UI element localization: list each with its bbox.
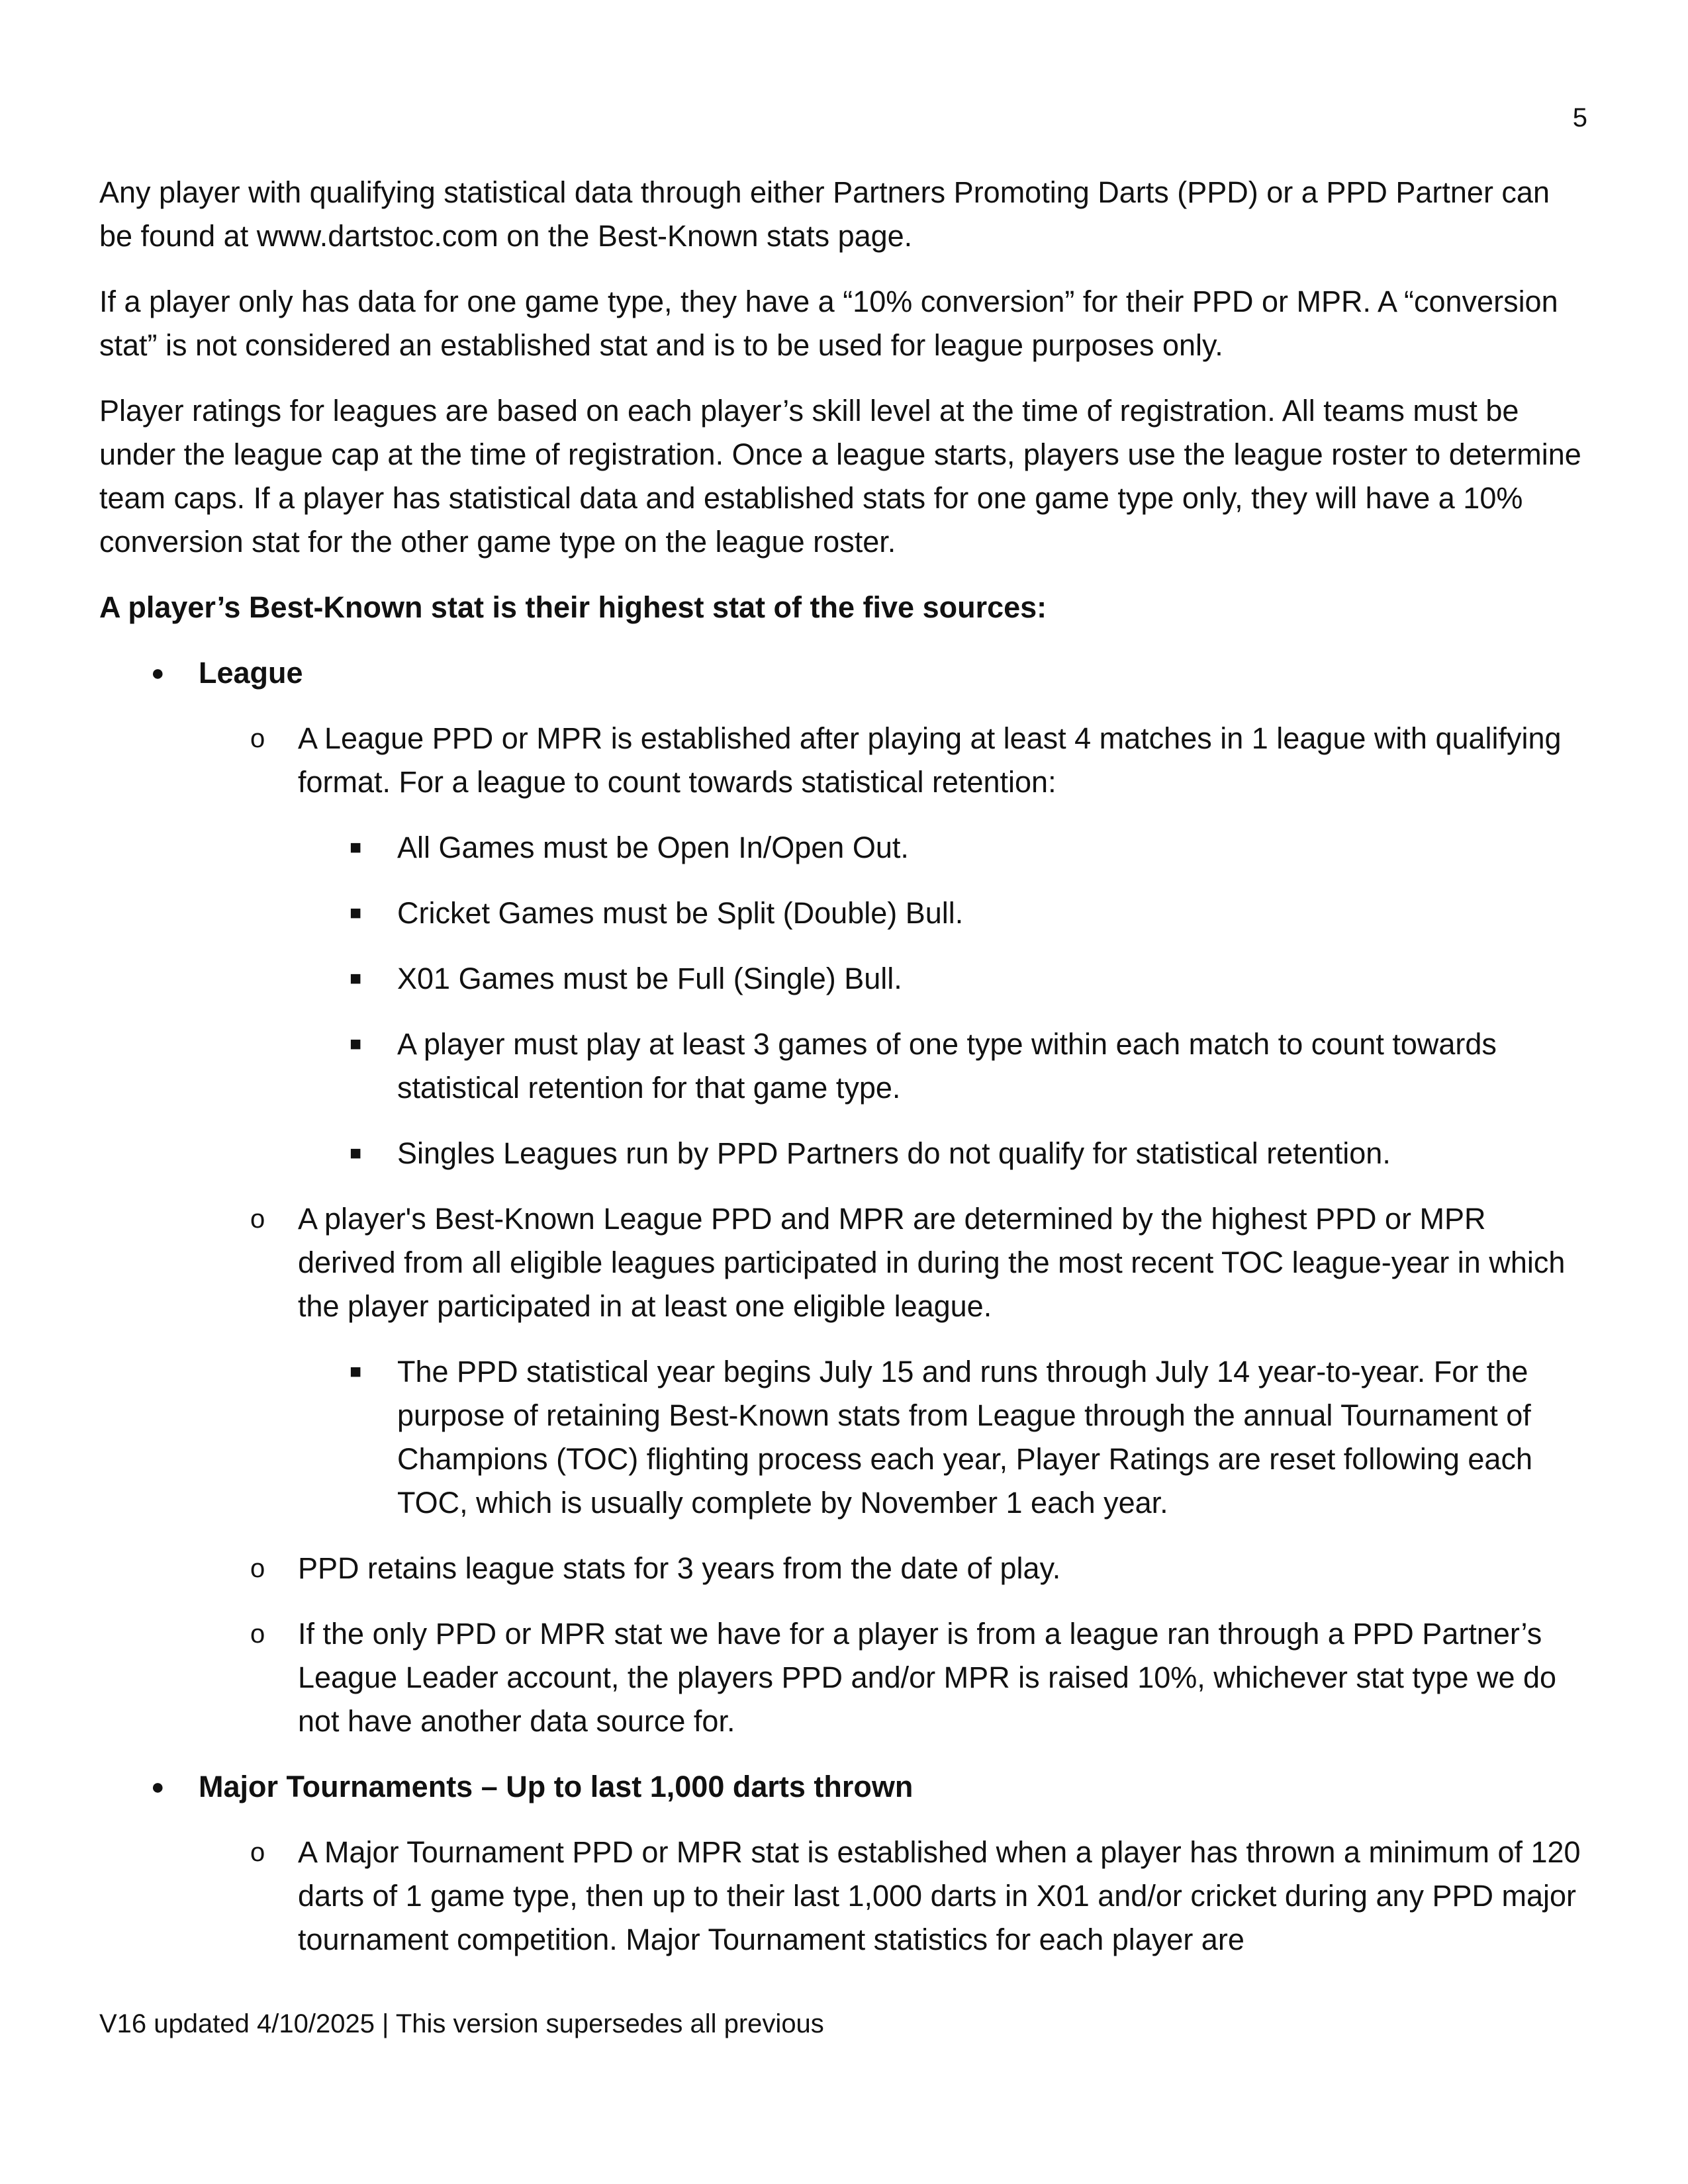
square-bullet-icon: ■: [350, 837, 362, 858]
intro-paragraph: If a player only has data for one game type, they have a “10% conversion” for their PPD or MPR. A “conversion stat” is not considered an established stat and is to be used for league purposes only.: [99, 285, 1558, 362]
source-item-major-tournaments: [99, 1765, 1589, 1962]
square-bullet-icon: ■: [350, 1361, 362, 1383]
list-item: [199, 1831, 1589, 1962]
list-item: [298, 1023, 1589, 1110]
source-label: League: [199, 656, 303, 690]
circle-bullet-icon: o: [250, 724, 265, 753]
list-item: [298, 826, 1589, 870]
list-item: [199, 1612, 1589, 1743]
circle-bullet-icon: o: [250, 1205, 265, 1234]
page-number: 5: [1572, 103, 1587, 132]
intro-paragraph: Any player with qualifying statistical data through either Partners Promoting Darts (PPD) or a PPD Partner can be found at www.dartstoc.com on the Best-Known stats page.: [99, 175, 1550, 253]
list-item: [199, 717, 1589, 1175]
list-item: [298, 1350, 1589, 1525]
list-item-text: A League PPD or MPR is established after playing at least 4 matches in 1 league with qualifying format. For a league to count towards statistical retention:: [298, 721, 1562, 799]
bullet-icon: ●: [151, 660, 165, 686]
list-item-text: The PPD statistical year begins July 15 and runs through July 14 year-to-year. For the purpose of retaining Best-Known stats from League through the annual Tournament of Champions (TOC) flighting process each year, Player Ratings are reset following each TOC, which is usually complete by November 1 each year.: [397, 1355, 1532, 1520]
source-item-league: [99, 651, 1589, 1743]
square-bullet-icon: ■: [350, 1033, 362, 1055]
list-item-text: All Games must be Open In/Open Out.: [397, 831, 909, 864]
list-item: [298, 1132, 1589, 1175]
list-item: [298, 957, 1589, 1001]
document-body: [99, 171, 1589, 1983]
list-item-text: Singles Leagues run by PPD Partners do not qualify for statistical retention.: [397, 1136, 1391, 1170]
statistical-year-list: [298, 1350, 1589, 1525]
page-footer: V16 updated 4/10/2025 | This version supersedes all previous: [99, 2009, 824, 2038]
list-item-text: If the only PPD or MPR stat we have for a player is from a league ran through a PPD Partner’s League Leader account, the players PPD and/or MPR is raised 10%, whichever stat type we do not have another data source for.: [298, 1617, 1557, 1738]
sources-list: [99, 651, 1589, 1962]
list-item-text: A Major Tournament PPD or MPR stat is established when a player has thrown a minimum of 120 darts of 1 game type, then up to their last 1,000 darts in X01 and/or cricket during any PPD major tournament competition. Major Tournament statistics for each player are: [298, 1835, 1581, 1956]
circle-bullet-icon: o: [250, 1838, 265, 1867]
square-bullet-icon: ■: [350, 902, 362, 924]
bullet-icon: ●: [151, 1774, 165, 1799]
league-rules-list: [199, 717, 1589, 1743]
list-item-text: X01 Games must be Full (Single) Bull.: [397, 962, 902, 995]
sources-heading: A player’s Best-Known stat is their highest stat of the five sources:: [99, 590, 1047, 624]
list-item: [199, 1547, 1589, 1590]
list-item: [298, 891, 1589, 935]
list-item: [199, 1197, 1589, 1525]
intro-paragraph: Player ratings for leagues are based on each player’s skill level at the time of registration. All teams must be under the league cap at the time of registration. Once a league starts, players use the league roster to determine team caps. If a player has statistical data and established stats for one game type only, they will have a 10% conversion stat for the other game type on the league roster.: [99, 394, 1581, 559]
list-item-text: PPD retains league stats for 3 years from the date of play.: [298, 1551, 1061, 1585]
square-bullet-icon: ■: [350, 1142, 362, 1164]
circle-bullet-icon: o: [250, 1554, 265, 1583]
square-bullet-icon: ■: [350, 968, 362, 989]
list-item-text: Cricket Games must be Split (Double) Bull.: [397, 896, 964, 930]
major-tournament-rules-list: [199, 1831, 1589, 1962]
list-item-text: A player's Best-Known League PPD and MPR are determined by the highest PPD or MPR derived from all eligible leagues participated in during the most recent TOC league-year in which the player participated in at least one eligible league.: [298, 1202, 1566, 1323]
circle-bullet-icon: o: [250, 1619, 265, 1649]
source-label: Major Tournaments – Up to last 1,000 darts thrown: [199, 1770, 914, 1803]
league-format-list: [298, 826, 1589, 1175]
list-item-text: A player must play at least 3 games of one type within each match to count towards statistical retention for that game type.: [397, 1027, 1497, 1105]
